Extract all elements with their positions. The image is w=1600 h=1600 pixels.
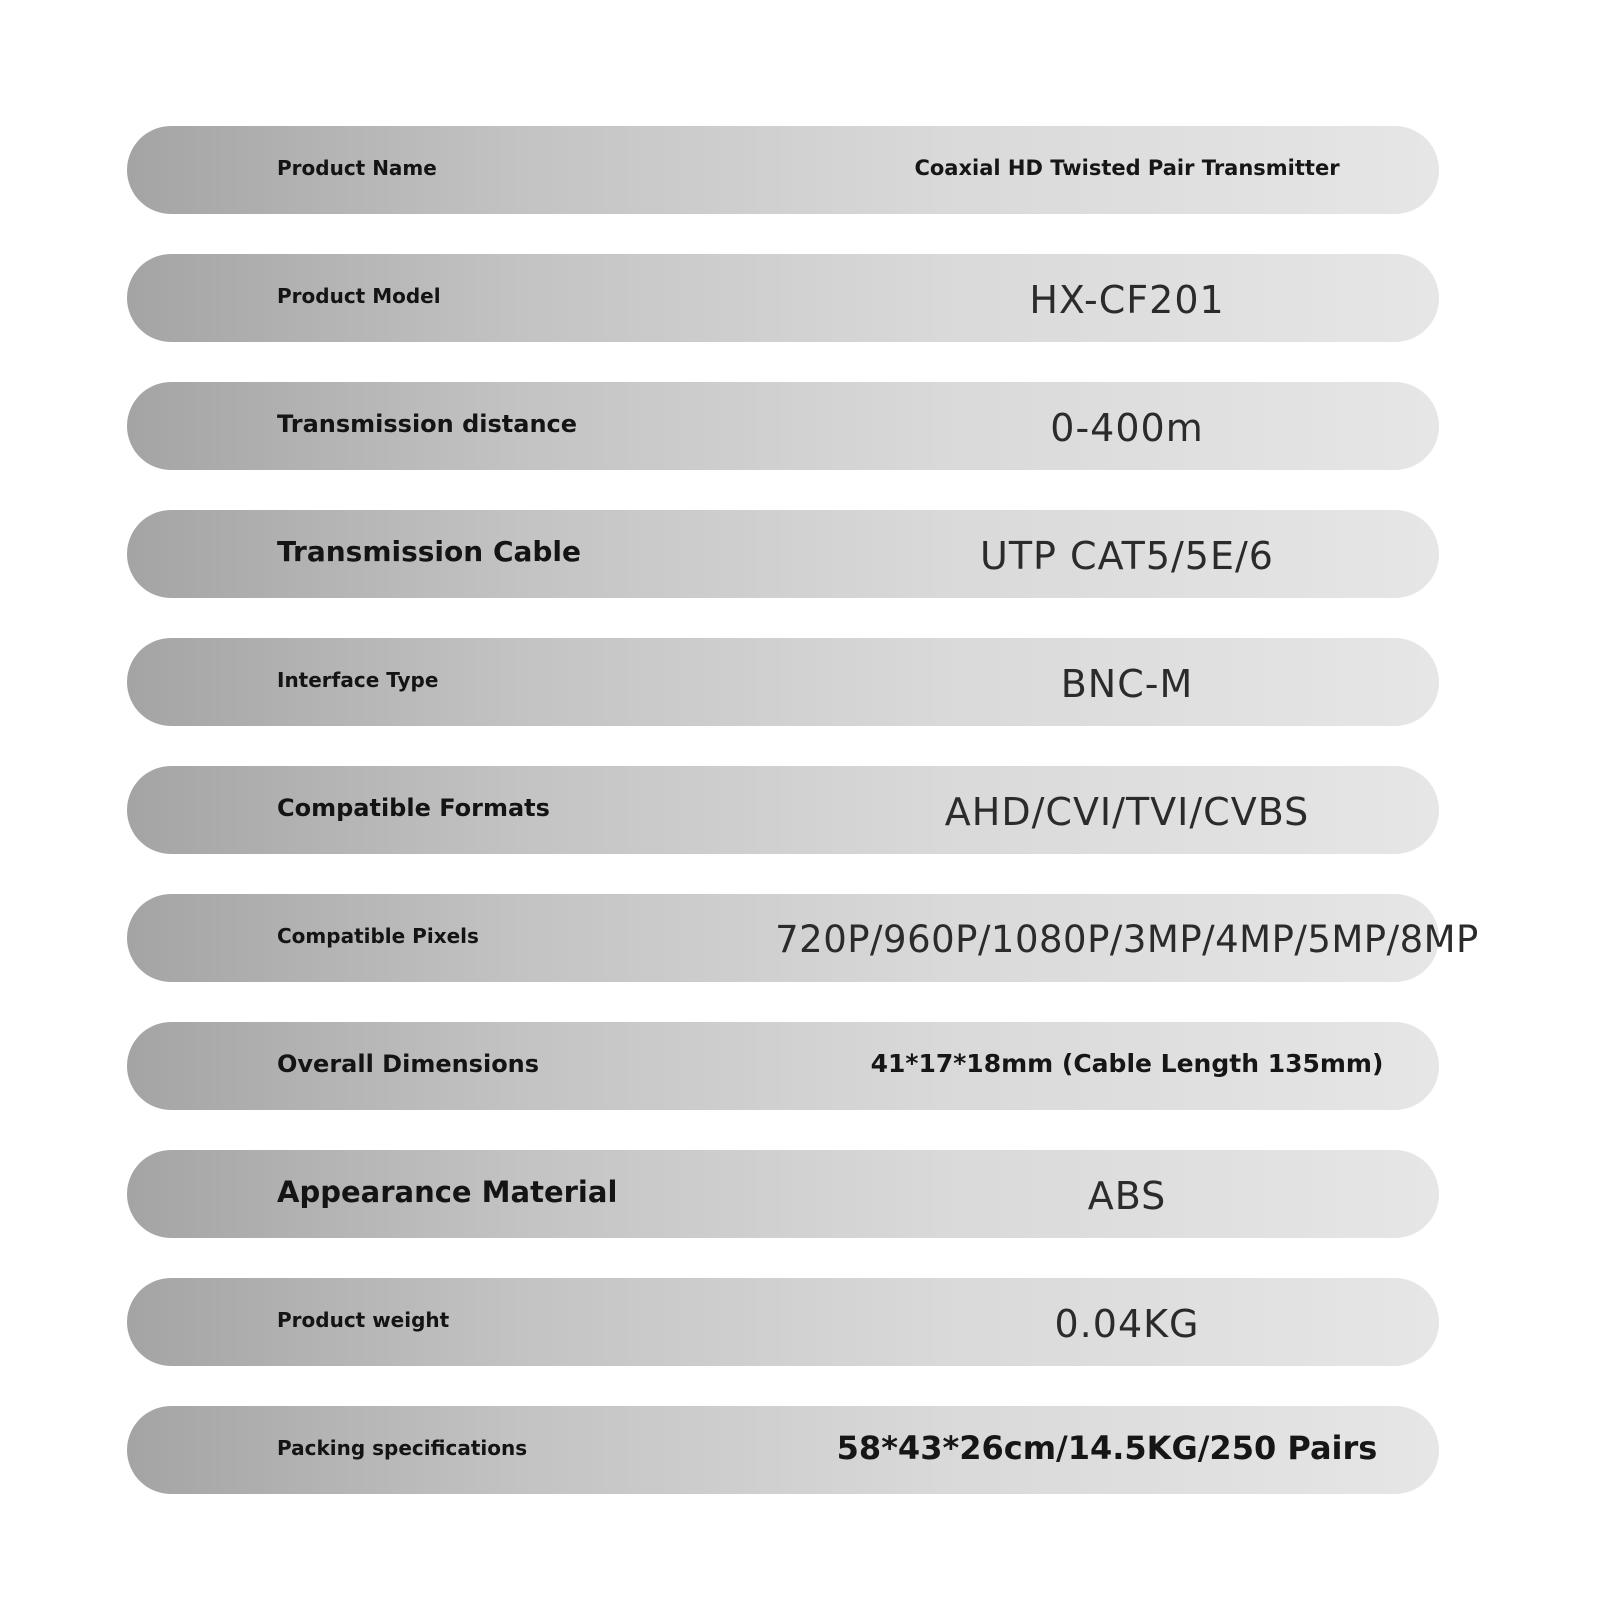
- spec-label: Interface Type: [277, 668, 439, 692]
- spec-value: HX-CF201: [1029, 278, 1225, 322]
- spec-table: [127, 126, 1479, 1534]
- spec-label: Product Name: [277, 156, 437, 180]
- spec-row-appearance-material: [127, 1150, 1439, 1238]
- spec-row-product-model: [127, 254, 1439, 342]
- spec-label: Transmission Cable: [277, 535, 582, 568]
- spec-value: AHD/CVI/TVI/CVBS: [944, 790, 1310, 834]
- spec-label: Transmission distance: [277, 410, 578, 438]
- spec-value: 41*17*18mm (Cable Length 135mm): [870, 1049, 1384, 1078]
- spec-value: 0-400m: [1050, 406, 1204, 450]
- spec-value: BNC-M: [1060, 662, 1194, 706]
- spec-value: 0.04KG: [1054, 1302, 1200, 1346]
- spec-row-interface-type: [127, 638, 1439, 726]
- spec-label: Appearance Material: [277, 1175, 618, 1209]
- spec-label: Product Model: [277, 284, 441, 308]
- spec-label: Product weight: [277, 1308, 450, 1332]
- spec-row-overall-dimensions: [127, 1022, 1439, 1110]
- spec-value: 720P/960P/1080P/3MP/4MP/5MP/8MP: [775, 918, 1479, 961]
- spec-label: Compatible Pixels: [277, 924, 479, 948]
- spec-row-packing-specifications: [127, 1406, 1439, 1494]
- spec-label: Overall Dimensions: [277, 1050, 540, 1078]
- spec-value: ABS: [1087, 1174, 1167, 1218]
- spec-row-product-name: [127, 126, 1439, 214]
- spec-value: UTP CAT5/5E/6: [980, 534, 1274, 578]
- spec-row-product-weight: [127, 1278, 1439, 1366]
- spec-row-transmission-distance: [127, 382, 1439, 470]
- spec-value: Coaxial HD Twisted Pair Transmitter: [914, 156, 1340, 180]
- spec-value: 58*43*26cm/14.5KG/250 Pairs: [836, 1429, 1378, 1467]
- spec-label: Compatible Formats: [277, 794, 550, 822]
- spec-row-compatible-formats: [127, 766, 1439, 854]
- spec-row-transmission-cable: [127, 510, 1439, 598]
- spec-label: Packing specifications: [277, 1436, 528, 1460]
- spec-row-compatible-pixels: [127, 894, 1479, 982]
